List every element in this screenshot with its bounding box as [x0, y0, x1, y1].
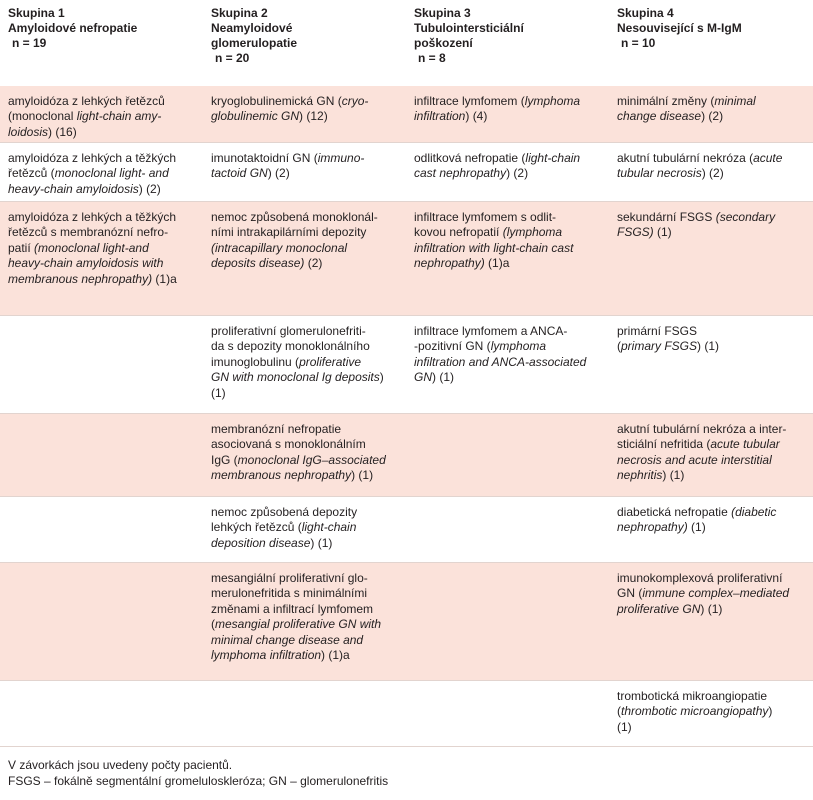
- cell-line: [617, 586, 809, 601]
- cell-text: (1): [653, 225, 672, 240]
- note-counts: V závorkách jsou uvedeny počty pacientů.: [8, 758, 233, 772]
- table-row: [0, 316, 813, 414]
- header-subtitle: Amyloidové nefropatie: [8, 21, 138, 35]
- cell-line: [8, 225, 204, 240]
- header-title: Skupina 2: [211, 6, 268, 20]
- cell-text: kovou nefropatií: [414, 225, 503, 240]
- table-cell-group-2: [211, 86, 407, 125]
- table-cell-group-4: [617, 202, 809, 241]
- cell-line: [617, 720, 809, 735]
- cell-line: [211, 324, 407, 339]
- table-cell-group-2: [211, 563, 407, 663]
- table-cell-group-1: [8, 497, 204, 505]
- table-cell-group-3: [414, 497, 610, 505]
- cell-text: nemoc způsobená depozity: [211, 505, 358, 519]
- cell-line: [414, 324, 610, 339]
- cell-line: [414, 151, 610, 166]
- cell-text: heavy-chain amyloidosis with: [8, 256, 164, 271]
- cell-text: cast nephropathy: [414, 166, 507, 181]
- table-row: [0, 414, 813, 497]
- table-cell-group-4: [617, 497, 809, 536]
- table-cell-group-2: [211, 681, 407, 689]
- cell-line: [414, 339, 610, 354]
- cell-text: infiltrace lymfomem a ANCA-: [414, 324, 568, 338]
- cell-text: IgG (: [211, 452, 238, 467]
- header-title: Skupina 3: [414, 6, 471, 20]
- table-cell-group-2: [211, 414, 407, 484]
- cell-text: (1)a: [152, 271, 177, 286]
- cell-text: da s depozity monoklonálního: [211, 339, 370, 354]
- cell-text: globulinemic GN: [211, 109, 300, 124]
- cell-text: (: [617, 704, 621, 719]
- cell-text: infiltrace lymfomem s odlit-: [414, 210, 557, 224]
- cell-line: [414, 210, 610, 225]
- cell-line: [617, 210, 809, 225]
- cell-line: [8, 241, 204, 256]
- header-group-4: [617, 0, 809, 51]
- table-cell-group-3: [414, 202, 610, 272]
- cell-text: infiltrace lymfomem (: [414, 94, 525, 108]
- cell-text: ) (16): [48, 124, 77, 139]
- table-cell-group-3: [414, 681, 610, 689]
- cell-text: sekundární FSGS: [617, 210, 716, 224]
- cell-text: amyloidóza z lehkých a těžkých: [8, 151, 177, 165]
- cell-text: minimal: [714, 94, 756, 108]
- cell-line: [211, 151, 407, 166]
- cell-line: [414, 109, 610, 124]
- cell-text: proliferative GN: [617, 601, 701, 616]
- cell-text: mesangial proliferative GN with: [215, 617, 382, 632]
- cell-line: [211, 617, 407, 632]
- cell-line: [8, 125, 204, 140]
- cell-text: ): [768, 704, 773, 719]
- cell-line: [617, 225, 809, 240]
- cell-line: [211, 94, 407, 109]
- cell-line: [211, 166, 407, 181]
- cell-text: heavy-chain amyloidosis: [8, 181, 139, 196]
- cell-text: lymphoma: [490, 339, 547, 354]
- cell-text: primární FSGS: [617, 324, 698, 338]
- cell-text: diabetická nefropatie: [617, 505, 732, 519]
- cell-line: [8, 210, 204, 225]
- table-row: [0, 497, 813, 563]
- cell-line: [211, 437, 407, 452]
- cell-text: řetězců s membranózní nefro-: [8, 225, 169, 240]
- cell-text: light-chain: [525, 151, 581, 165]
- cell-text: proliferative: [299, 354, 362, 369]
- cell-line: [617, 324, 809, 339]
- table-cell-group-3: [414, 316, 610, 386]
- cell-line: [617, 166, 809, 181]
- cell-text: lymphoma infiltration: [211, 648, 322, 663]
- table-row: [0, 681, 813, 747]
- table-cell-group-2: [211, 316, 407, 401]
- cell-text: nephritis: [617, 468, 663, 483]
- table-cell-group-3: [414, 414, 610, 422]
- cell-text: tubular necrosis: [617, 166, 702, 181]
- cell-text: odlitková nefropatie (: [414, 151, 526, 165]
- cell-text: infiltration with light-chain cast: [414, 240, 574, 255]
- cell-text: ) (2): [267, 166, 290, 181]
- cell-text: ) (2): [701, 166, 724, 181]
- table-header-row: [0, 0, 813, 86]
- cell-text: (lymphoma: [502, 225, 563, 240]
- cell-text: ) (4): [465, 109, 488, 124]
- cell-text: trombotická mikroangiopatie: [617, 689, 768, 703]
- cell-text: minimal change disease and: [211, 632, 364, 647]
- cell-line: [617, 602, 809, 617]
- cell-text: (1): [211, 385, 226, 400]
- cell-line: [8, 151, 204, 166]
- cell-line: [414, 225, 610, 240]
- cell-line: [617, 571, 809, 586]
- cell-line: [414, 256, 610, 271]
- cell-text: deposits disease): [211, 256, 305, 271]
- header-count: n = 20: [215, 51, 250, 65]
- table-row: [0, 563, 813, 681]
- cell-text: GN: [414, 370, 432, 385]
- cell-line: [211, 225, 407, 240]
- cell-text: (diabetic: [731, 505, 777, 519]
- cell-line: [211, 370, 407, 385]
- table-cell-group-4: [617, 681, 809, 735]
- cell-line: [617, 468, 809, 483]
- cell-text: (1): [687, 520, 706, 535]
- cell-text: light-chain amy-: [76, 109, 162, 124]
- header-subtitle: Neamyloidové: [211, 21, 293, 35]
- header-count: n = 19: [12, 36, 47, 50]
- cell-line: [8, 94, 204, 109]
- cell-text: -pozitivní GN (: [414, 339, 491, 354]
- table-cell-group-1: [8, 86, 204, 140]
- cell-line: [414, 241, 610, 256]
- cell-text: ): [379, 370, 384, 385]
- header-subtitle: Tubulointersticiální: [414, 21, 524, 35]
- cell-text: ními intrakapilárními depozity: [211, 225, 367, 240]
- cell-text: nephropathy): [414, 256, 485, 271]
- header-title: Skupina 1: [8, 6, 65, 20]
- cell-text: infiltration: [414, 109, 466, 124]
- cell-text: mesangiální proliferativní glo-: [211, 571, 368, 585]
- cell-text: (2): [304, 256, 323, 271]
- table-cell-group-4: [617, 143, 809, 182]
- cell-text: (: [211, 617, 215, 632]
- table-cell-group-4: [617, 316, 809, 355]
- cell-line: [8, 166, 204, 181]
- cell-line: [211, 339, 407, 354]
- cell-text: minimální změny (: [617, 94, 715, 108]
- cell-line: [414, 355, 610, 370]
- cell-text: změnami a infiltrací lymfomem: [211, 601, 374, 616]
- cell-line: [211, 648, 407, 663]
- table-cell-group-3: [414, 86, 610, 125]
- cell-line: [8, 109, 204, 124]
- cell-text: patií: [8, 240, 35, 255]
- cell-text: GN with monoclonal Ig deposits: [211, 370, 380, 385]
- cell-text: change disease: [617, 109, 702, 124]
- cell-line: [617, 453, 809, 468]
- cell-text: membranous nephropathy): [8, 271, 153, 286]
- cell-line: [211, 453, 407, 468]
- table-cell-group-4: [617, 414, 809, 484]
- cell-text: FSGS): [617, 225, 654, 240]
- cell-text: ) (2): [701, 109, 724, 124]
- cell-line: [617, 520, 809, 535]
- cell-text: (monoclonal light-and: [34, 240, 149, 255]
- header-count: n = 10: [621, 36, 656, 50]
- cell-line: [211, 602, 407, 617]
- table-cell-group-1: [8, 202, 204, 287]
- cell-text: řetězců (: [8, 166, 55, 181]
- cell-line: [414, 94, 610, 109]
- cell-text: (intracapillary monoclonal: [211, 240, 348, 255]
- cell-text: immuno-: [317, 151, 365, 165]
- cell-text: monoclonal light- and: [54, 166, 169, 181]
- table-cell-group-1: [8, 563, 204, 571]
- cell-text: proliferativní glomerulonefriti-: [211, 324, 366, 338]
- cell-text: primary FSGS: [621, 339, 698, 354]
- cell-line: [211, 520, 407, 535]
- cell-text: sticiální nefritida (: [617, 437, 711, 452]
- cell-line: [414, 166, 610, 181]
- header-subtitle: poškození: [414, 36, 473, 50]
- cell-text: thrombotic microangiopathy: [621, 704, 769, 719]
- cell-text: ) (2): [506, 166, 529, 181]
- cell-line: [617, 704, 809, 719]
- cell-text: asociovaná s monoklonálním: [211, 437, 366, 452]
- cell-line: [211, 241, 407, 256]
- cell-line: [211, 468, 407, 483]
- cell-line: [617, 94, 809, 109]
- cell-text: monoclonal IgG–associated: [237, 452, 386, 467]
- cell-line: [211, 586, 407, 601]
- cell-text: ) (1): [662, 468, 685, 483]
- cell-line: [8, 182, 204, 197]
- cell-line: [211, 256, 407, 271]
- cell-text: amyloidóza z lehkých řetězců: [8, 94, 165, 108]
- cell-text: nemoc způsobená monoklonál-: [211, 210, 378, 224]
- cell-line: [211, 536, 407, 551]
- table-row: [0, 202, 813, 316]
- table-notes: [8, 757, 388, 789]
- table-row: [0, 143, 813, 202]
- cell-line: [617, 109, 809, 124]
- table-row: [0, 86, 813, 143]
- cell-text: ) (1): [351, 468, 374, 483]
- cell-line: [211, 633, 407, 648]
- cell-text: (1): [617, 719, 632, 734]
- cell-text: imunotaktoidní GN (: [211, 151, 318, 165]
- cell-text: (: [617, 339, 621, 354]
- cell-line: [8, 256, 204, 271]
- cell-line: [617, 339, 809, 354]
- cell-text: ) (1): [700, 601, 723, 616]
- cell-text: tactoid GN: [211, 166, 268, 181]
- cell-text: acute tubular: [710, 437, 780, 452]
- header-group-2: [211, 0, 407, 66]
- header-title: Skupina 4: [617, 6, 674, 20]
- cell-line: [211, 355, 407, 370]
- table-cell-group-2: [211, 202, 407, 272]
- cell-text: lehkých řetězců (: [211, 520, 302, 535]
- cell-text: GN (: [617, 586, 643, 601]
- cell-text: loidosis: [8, 124, 49, 139]
- cell-text: necrosis and acute interstitial: [617, 452, 772, 467]
- cell-text: membranózní nefropatie: [211, 422, 342, 436]
- cell-text: nephropathy): [617, 520, 688, 535]
- cell-text: akutní tubulární nekróza a inter-: [617, 422, 787, 436]
- cell-text: amyloidóza z lehkých a těžkých: [8, 210, 177, 224]
- cell-text: ) (2): [138, 181, 161, 196]
- cell-line: [617, 437, 809, 452]
- cell-text: membranous nephropathy: [211, 468, 352, 483]
- cell-line: [211, 109, 407, 124]
- header-count: n = 8: [418, 51, 446, 65]
- cell-text: (secondary: [715, 210, 776, 224]
- cell-text: (monoclonal: [8, 109, 77, 124]
- cell-text: ) (12): [299, 109, 328, 124]
- cell-text: light-chain: [301, 520, 357, 535]
- cell-text: acute: [753, 151, 783, 165]
- note-abbreviations: FSGS – fokálně segmentální gromeluloskleróza; GN – glomerulonefritis: [8, 774, 389, 788]
- cell-text: ) (1): [310, 535, 333, 550]
- cell-text: imunokomplexová proliferativní: [617, 571, 783, 585]
- table-cell-group-4: [617, 86, 809, 125]
- cell-text: infiltration and ANCA-associated: [414, 354, 587, 369]
- table-cell-group-1: [8, 681, 204, 689]
- cell-line: [617, 505, 809, 520]
- cell-line: [211, 422, 407, 437]
- cell-text: (1)a: [484, 256, 510, 271]
- cell-line: [617, 151, 809, 166]
- cell-line: [414, 370, 610, 385]
- cell-text: ) (1)a: [321, 648, 350, 663]
- cell-text: cryo-: [341, 94, 369, 108]
- table-cell-group-2: [211, 497, 407, 551]
- cell-text: akutní tubulární nekróza (: [617, 151, 754, 165]
- cell-text: merulonefritida s minimálními: [211, 586, 368, 601]
- cell-text: imunoglobulinu (: [211, 354, 300, 369]
- header-subtitle: glomerulopatie: [211, 36, 298, 50]
- cell-text: immune complex–mediated: [642, 586, 790, 601]
- table-cell-group-3: [414, 563, 610, 571]
- cell-text: deposition disease: [211, 535, 311, 550]
- header-group-1: [8, 0, 204, 51]
- cell-line: [211, 386, 407, 401]
- table-cell-group-4: [617, 563, 809, 617]
- table-cell-group-1: [8, 316, 204, 324]
- cell-text: kryoglobulinemická GN (: [211, 94, 342, 108]
- cell-text: ) (1): [432, 370, 454, 385]
- cell-line: [8, 272, 204, 287]
- cell-line: [211, 505, 407, 520]
- cell-line: [617, 422, 809, 437]
- cell-line: [211, 210, 407, 225]
- table-cell-group-1: [8, 414, 204, 422]
- table-cell-group-2: [211, 143, 407, 182]
- header-subtitle: Nesouvisející s M-IgM: [617, 21, 742, 35]
- header-group-3: [414, 0, 610, 66]
- cell-text: lymphoma: [524, 94, 581, 108]
- table-cell-group-3: [414, 143, 610, 182]
- cell-line: [211, 571, 407, 586]
- cell-line: [617, 689, 809, 704]
- cell-text: ) (1): [697, 339, 720, 354]
- table-cell-group-1: [8, 143, 204, 197]
